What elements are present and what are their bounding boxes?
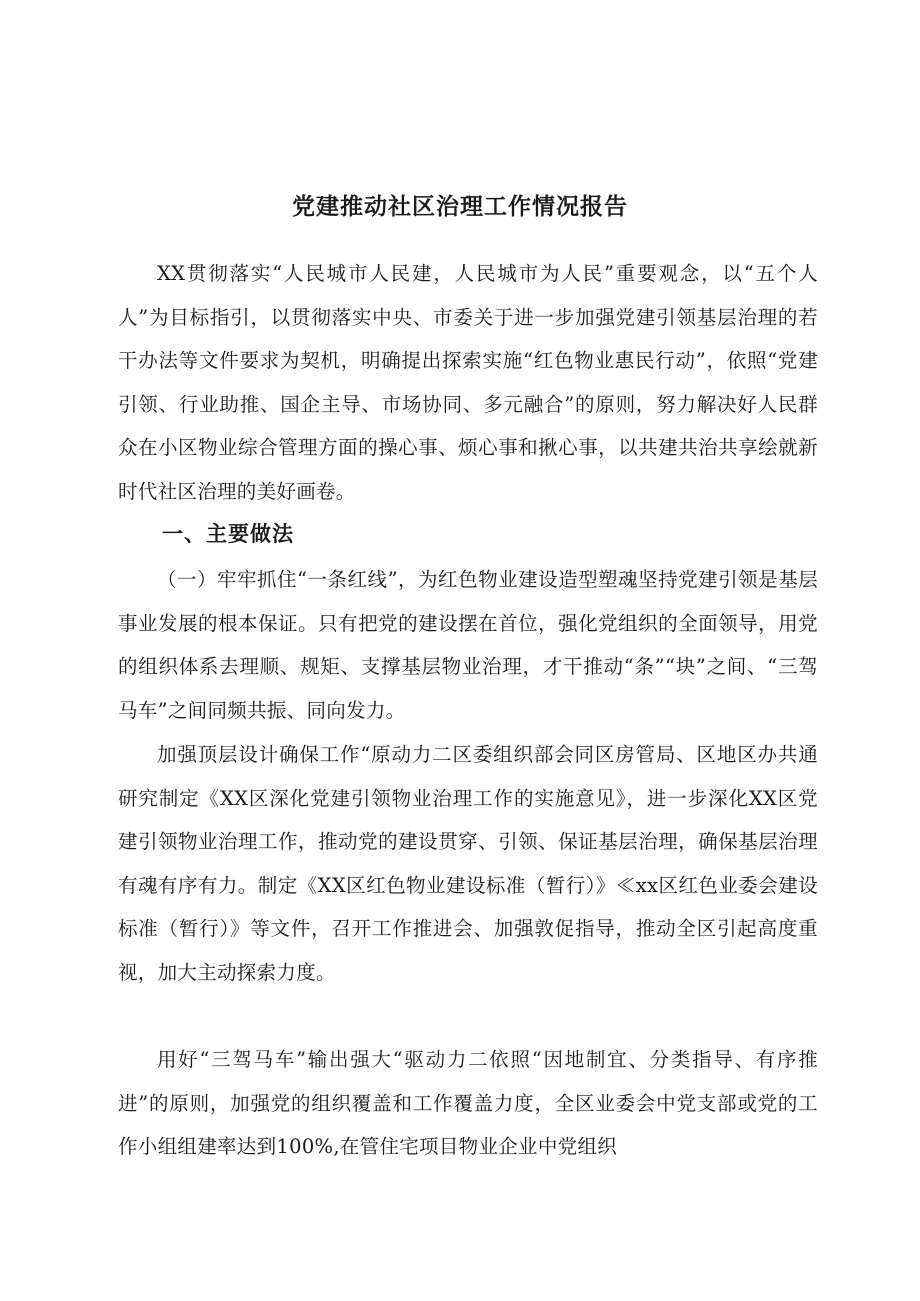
- intro-paragraph: XX贯彻落实“人民城市人民建，人民城市为人民”重要观念，以“五个人人”为目标指引，以贯彻落实中央、市委关于进一步加强党建引领基层治理的若干办法等文件要求为契机，明确提出探索实施“红色物业惠民行动”，依照“党建引领、行业助推、国企主导、市场协同、多元融合”的原则，努力解决好人民群众在小区物业综合管理方面的操心事、烦心事和揪心事，以共建共治共享绘就新时代社区治理的美好画卷。: [118, 262, 818, 503]
- section-heading: 一、主要做法: [162, 522, 294, 546]
- paragraph-top-level-design: 加强顶层设计确保工作“原动力二区委组织部会同区房管局、区地区办共通研究制定《XX区深化党建引领物业治理工作的实施意见》，进一步深化XX区党建引领物业治理工作，推动党的建设贯穿、引领、保证基层治理，确保基层治理有魂有序有力。制定《XX区红色物业建设标准（暂行）》≪xx区红色业委会建设标准（暂行）》等文件，召开工作推进会、加强敦促指导，推动全区引起高度重视，加大主动探索力度。: [118, 743, 818, 984]
- document-title: 党建推动社区治理工作情况报告: [292, 194, 628, 220]
- paragraph-three-carriages: 用好“三驾马车”输出强大“驱动力二依照“因地制宜、分类指导、有序推进”的原则，加强党的组织覆盖和工作覆盖力度，全区业委会中党支部或党的工作小组组建率达到100%,在管住宅项目物业企业中党组织: [118, 1048, 818, 1159]
- paragraph-red-line: （一）牢牢抓住“一条红线”，为红色物业建设造型塑魂坚持党建引领是基层事业发展的根本保证。只有把党的建设摆在首位，强化党组织的全面领导，用党的组织体系去理顺、规矩、支撑基层物业治理，才干推动“条”“块”之间、“三驾马车”之间同频共振、同向发力。: [118, 568, 818, 722]
